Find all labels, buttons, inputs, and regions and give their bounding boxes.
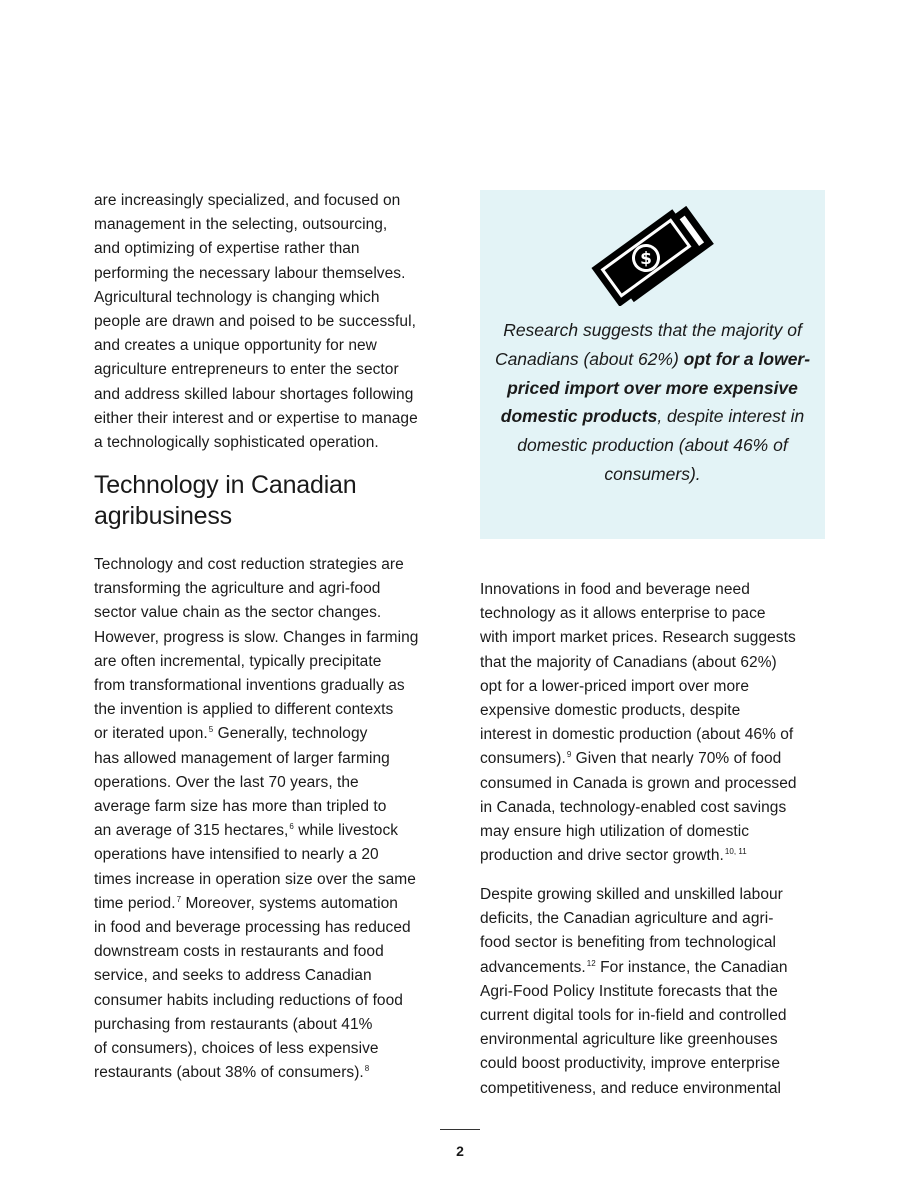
text-segment: Innovations in food and beverage need technology as it allows enterprise to pace with import market prices. Research suggests that the majority of Canadians (about 62%) opt for a lower-priced import over more expensive domestic products, despite interest in domestic production (about 46% of consumers). [480,581,796,768]
footnote-ref[interactable]: 6 [289,822,294,832]
footnote-ref[interactable]: 12 [586,958,596,968]
intro-paragraph-text: are increasingly specialized, and focused on management in the selecting, outsourcing, and optimizing of expertise rather than performing the necessary labour themselves. Agricultural technology is changing which people are drawn and poised to be successful, and creates a unique opportunity for new agriculture entrepreneurs to enter the sector and address skilled labour shortages following either their interest and or expertise to manage a technologically sophisticated operation. [94,192,418,452]
page-number: 2 [456,1143,464,1159]
innovations-paragraph [480,578,830,868]
text-segment: Given that nearly 70% of food consumed in Canada is grown and processed in Canada, technology-enabled cost savings may ensure high utilization of domestic production and drive sector growth. [480,750,797,865]
callout-box [480,190,825,539]
text-segment: For instance, the Canadian Agri-Food Policy Institute forecasts that the current digital tools for in-field and controlled environmental agriculture like greenhouses could boost productivity, improve enterprise competitiveness, and reduce environmental [480,958,788,1097]
text-segment: Generally, technology has allowed management of larger farming operations. Over the last 70 years, the average farm size has more than tripled to an average of 315 hectares, [94,725,390,840]
text-segment: Research suggests that the majority of Canadians (about 62%) [494,320,802,369]
text-segment: Technology and cost reduction strategies are transforming the agriculture and agri-food sector value chain as the sector changes. However, progress is slow. Changes in farming are often incremental, typically precipitate from transformational inventions gradually as the invention is applied to different contexts or iterated upon. [94,556,419,743]
svg-text:$: $ [640,249,652,269]
callout-quote [494,316,811,489]
footnote-ref[interactable]: 9 [566,750,572,760]
footer-divider [440,1129,480,1130]
footnote-ref[interactable]: 7 [176,894,182,904]
emphasis-text: opt for a lower-priced import over more expensive domestic products [500,348,811,427]
footnote-ref[interactable]: 5 [208,725,214,735]
despite-paragraph [480,883,830,1101]
text-segment: Moreover, systems automation in food and beverage processing has reduced downstream costs in restaurants and food service, and seeks to address Canadian consumer habits including reductions of food purchasing from restaurants (about 41% of consumers), choices of less expensive restaurants (about 38% of consumers). [94,894,411,1082]
money-icon [590,206,715,306]
technology-paragraph [94,553,454,1085]
footnote-ref[interactable]: 8 [364,1064,370,1074]
text-segment: Despite growing skilled and unskilled labour deficits, the Canadian agriculture and agri- food sector is benefiting from technological advancements. [480,886,783,976]
intro-paragraph [94,189,454,455]
text-segment: , despite interest in domestic production (about 46% of consumers). [517,406,805,484]
footnote-ref[interactable]: 10, 11 [724,847,747,857]
text-segment: while livestock operations have intensified to nearly a 20 times increase in operation size over the same time period. [94,822,416,912]
section-heading: Technology in Canadian agribusiness [94,471,357,530]
